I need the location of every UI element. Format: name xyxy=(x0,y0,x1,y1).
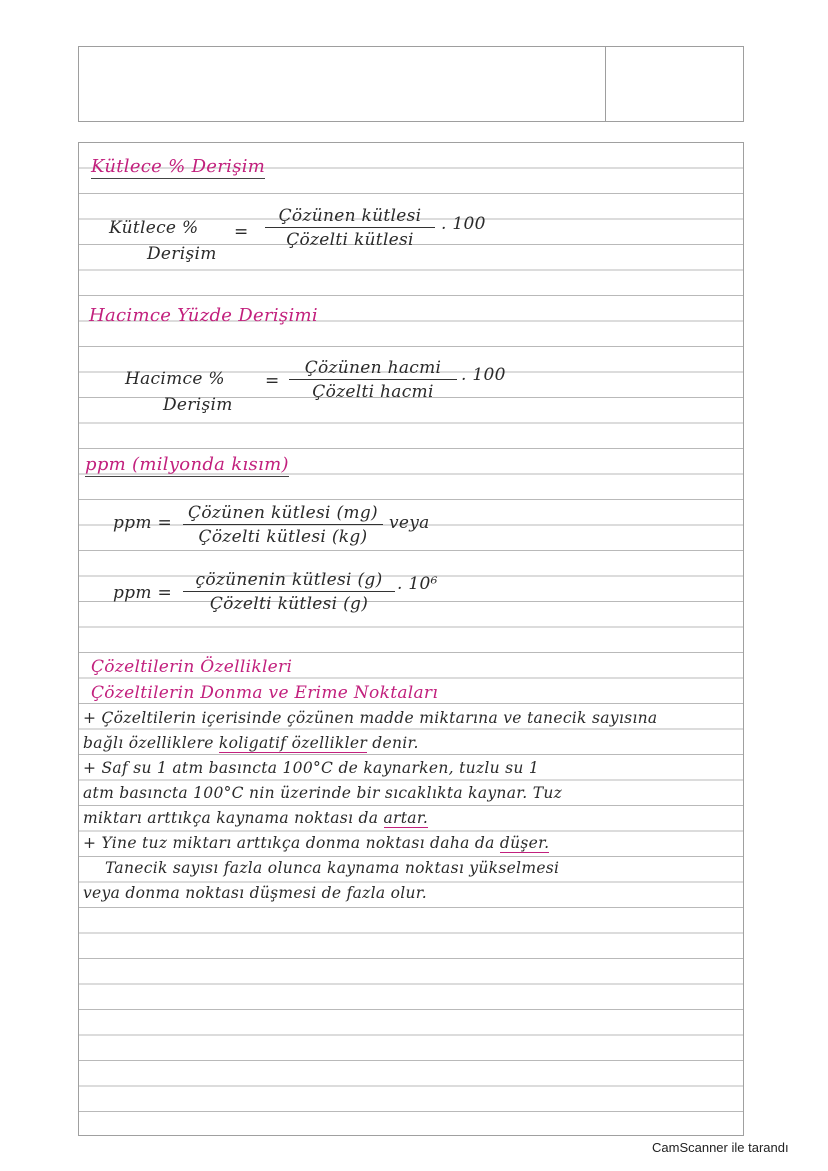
volume-percent-title xyxy=(89,305,318,326)
ppm-f2-denominator: Çözelti kütlesi (g) xyxy=(209,594,369,614)
properties-line-2 xyxy=(83,734,419,752)
properties-line-6a: + Yine tuz miktarı arttıkça donma noktası daha da xyxy=(83,834,495,852)
mass-fraction xyxy=(265,206,435,250)
ppm-f2-factor: . 10⁶ xyxy=(397,574,438,594)
volume-title-text: Hacimce Yüzde Derişimi xyxy=(89,305,318,326)
properties-line-5a: miktarı arttıkça kaynama noktası da xyxy=(83,809,379,827)
volume-fraction xyxy=(289,358,457,402)
artar-term: artar. xyxy=(383,809,429,827)
mass-equals: = xyxy=(234,222,249,242)
ppm-f1-suffix: veya xyxy=(389,513,430,533)
volume-factor: . 100 xyxy=(461,365,506,385)
header-box-divider xyxy=(605,47,606,121)
mass-factor: . 100 xyxy=(441,214,486,234)
properties-line-4: atm basıncta 100°C nin üzerinde bir sıcaklıkta kaynar. Tuz xyxy=(83,784,563,802)
ppm-title: ppm (milyonda kısım) xyxy=(85,454,289,475)
mass-percent-title: Kütlece % Derişim xyxy=(91,156,266,177)
properties-line-2a: bağlı özelliklere xyxy=(83,734,214,752)
ppm-f2-numerator: çözünenin kütlesi (g) xyxy=(183,570,395,592)
notebook-page xyxy=(78,142,744,1136)
scanner-footer: CamScanner ile tarandı xyxy=(652,1140,789,1155)
volume-lhs-line2: Derişim xyxy=(163,395,233,415)
ppm-fraction-2 xyxy=(183,570,395,614)
properties-subtitle: Çözeltilerin Donma ve Erime Noktaları xyxy=(91,683,439,703)
volume-lhs-line1: Hacimce % xyxy=(125,369,225,389)
mass-lhs-line1: Kütlece % xyxy=(109,218,199,238)
properties-line-2b: denir. xyxy=(372,734,419,752)
properties-title: Çözeltilerin Özellikleri xyxy=(91,657,293,677)
duser-term: düşer. xyxy=(499,834,550,852)
ppm-f2-lhs: ppm = xyxy=(113,583,173,603)
ppm-f1-numerator: Çözünen kütlesi (mg) xyxy=(183,503,383,525)
properties-line-5 xyxy=(83,809,428,827)
volume-equals: = xyxy=(265,371,280,391)
mass-denominator: Çözelti kütlesi xyxy=(286,230,414,250)
properties-line-8: veya donma noktası düşmesi de fazla olur. xyxy=(83,884,428,902)
colligative-term: koligatif özellikler xyxy=(218,734,368,752)
properties-line-7: Tanecik sayısı fazla olunca kaynama noktası yükselmesi xyxy=(105,859,560,877)
mass-numerator: Çözünen kütlesi xyxy=(265,206,435,228)
mass-lhs-line2: Derişim xyxy=(147,244,217,264)
ppm-fraction-1 xyxy=(183,503,383,547)
properties-line-6 xyxy=(83,834,549,852)
properties-line-1: + Çözeltilerin içerisinde çözünen madde miktarına ve tanecik sayısına xyxy=(83,709,658,727)
header-box xyxy=(78,46,744,122)
properties-line-3: + Saf su 1 atm basıncta 100°C de kaynarken, tuzlu su 1 xyxy=(83,759,540,777)
ppm-f1-lhs: ppm = xyxy=(113,513,173,533)
volume-numerator: Çözünen hacmi xyxy=(289,358,457,380)
volume-denominator: Çözelti hacmi xyxy=(312,382,434,402)
ppm-f1-denominator: Çözelti kütlesi (kg) xyxy=(198,527,368,547)
